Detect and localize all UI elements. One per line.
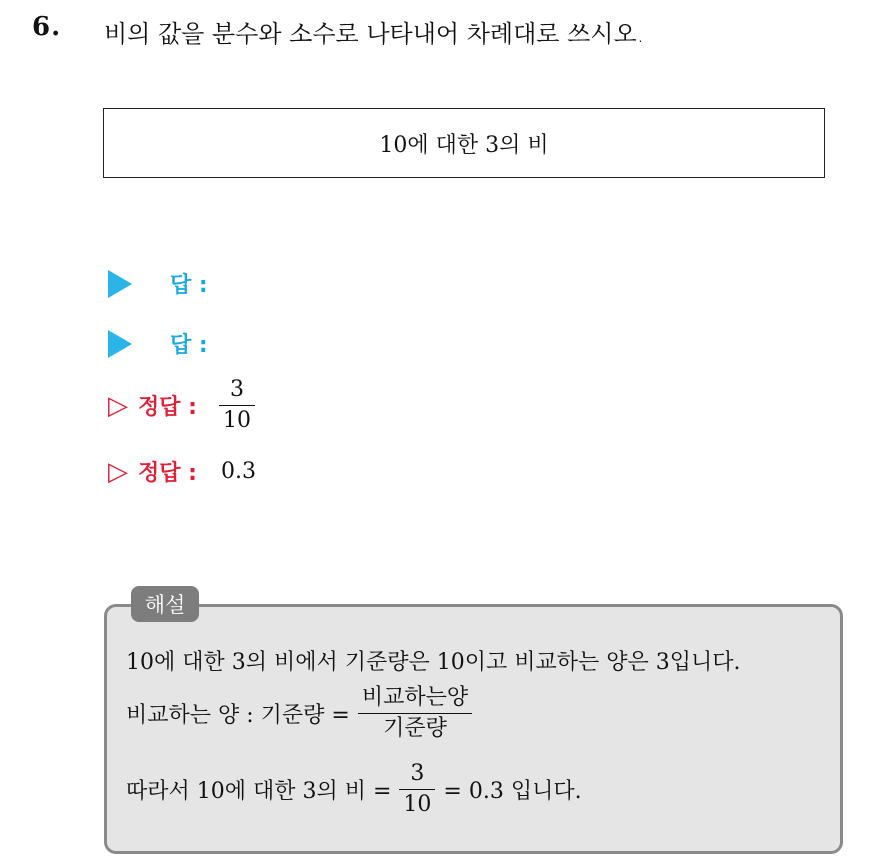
answer-value: 0.3 [220, 459, 256, 484]
correct-answer-1 [108, 378, 253, 433]
play-triangle-icon [108, 330, 132, 358]
explanation-line-3 [126, 762, 582, 817]
numerator: 3 [229, 377, 244, 402]
question-number: 6. [32, 12, 62, 42]
correct-answer-label: 정답 : [138, 461, 197, 486]
explanation-line-1: 10에 대한 3의 비에서 기준량은 10이고 비교하는 양은 3입니다. [126, 650, 741, 675]
correct-answer-label: 정답 : [138, 395, 197, 421]
answer-blank-1[interactable] [108, 268, 208, 299]
conclusion-fraction [401, 762, 433, 817]
denominator: 10 [403, 792, 432, 818]
question-text: 비의 값을 분수와 소수로 나타내어 차례대로 쓰시오. [104, 20, 645, 48]
numerator: 3 [410, 761, 425, 786]
explanation-tab: 해설 [131, 586, 199, 622]
outline-triangle-icon: ▷ [108, 390, 128, 421]
correct-answer-2 [108, 456, 256, 487]
answer-label: 답 : [170, 273, 208, 298]
explanation-line-2 [126, 686, 470, 741]
outline-triangle-icon: ▷ [108, 456, 128, 487]
numerator: 비교하는양 [361, 685, 469, 710]
denominator: 기준량 [383, 716, 447, 742]
conclusion-right: = 0.3 입니다. [443, 779, 582, 805]
answer-label: 답 : [170, 333, 208, 358]
ratio-formula-fraction [360, 686, 470, 741]
prompt-box [103, 108, 825, 178]
answer-blank-2[interactable] [108, 328, 208, 359]
prompt-text: 10에 대한 3의 비 [379, 132, 549, 158]
conclusion-left: 따라서 10에 대한 3의 비 = [126, 779, 392, 805]
ratio-formula-left: 비교하는 양 : 기준량 = [126, 703, 350, 729]
denominator: 10 [222, 408, 251, 434]
fraction [221, 378, 253, 433]
play-triangle-icon [108, 270, 132, 298]
